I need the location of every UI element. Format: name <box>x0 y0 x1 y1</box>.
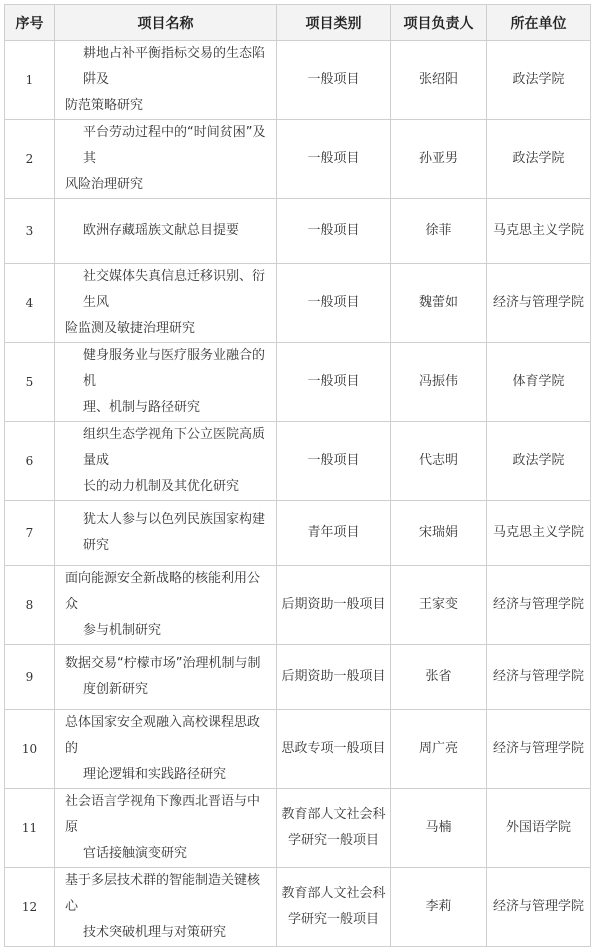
cell-seq: 3 <box>5 199 55 264</box>
cell-project-owner: 张绍阳 <box>391 41 487 120</box>
header-seq: 序号 <box>5 5 55 41</box>
cell-project-owner: 马楠 <box>391 789 487 868</box>
cell-project-name <box>55 199 277 264</box>
cell-project-owner: 魏蕾如 <box>391 264 487 343</box>
project-name-line: 健身服务业与医疗服务业融合的机 <box>83 348 266 389</box>
table-row <box>5 343 591 422</box>
cell-project-type: 一般项目 <box>277 41 391 120</box>
project-type-line: 教育部人文社会科 <box>281 807 386 822</box>
cell-seq: 4 <box>5 264 55 343</box>
cell-unit: 经济与管理学院 <box>487 868 591 947</box>
table-row <box>5 566 591 645</box>
project-type-line: 学研究一般项目 <box>287 912 379 927</box>
cell-project-name <box>55 789 277 868</box>
table-header-row <box>5 5 591 41</box>
table-row <box>5 868 591 947</box>
cell-project-owner: 代志明 <box>391 422 487 501</box>
cell-project-name <box>55 41 277 120</box>
table-row <box>5 199 591 264</box>
project-name-line: 社会语言学视角下豫西北晋语与中原 <box>65 794 261 835</box>
cell-project-owner: 徐菲 <box>391 199 487 264</box>
table-row <box>5 501 591 566</box>
table-row <box>5 645 591 710</box>
cell-project-owner: 孙亚男 <box>391 120 487 199</box>
cell-project-type: 一般项目 <box>277 120 391 199</box>
project-name-line: 风险治理研究 <box>65 177 144 192</box>
project-name-line: 长的动力机制及其优化研究 <box>83 479 240 494</box>
project-name-line: 理论逻辑和实践路径研究 <box>83 767 227 782</box>
cell-unit: 马克思主义学院 <box>487 199 591 264</box>
cell-unit: 经济与管理学院 <box>487 264 591 343</box>
cell-project-type: 后期资助一般项目 <box>277 566 391 645</box>
project-name-line: 基于多层技术群的智能制造关键核心 <box>65 873 261 914</box>
header-project-owner: 项目负责人 <box>391 5 487 41</box>
project-name-line: 参与机制研究 <box>83 623 162 638</box>
cell-project-owner: 张省 <box>391 645 487 710</box>
cell-project-type: 一般项目 <box>277 199 391 264</box>
project-name-line: 度创新研究 <box>83 682 149 697</box>
project-name-line: 理、机制与路径研究 <box>83 400 201 415</box>
header-project-name: 项目名称 <box>55 5 277 41</box>
cell-project-owner: 周广亮 <box>391 710 487 789</box>
project-name-line: 防范策略研究 <box>65 98 144 113</box>
cell-project-name <box>55 501 277 566</box>
table-row <box>5 120 591 199</box>
cell-seq: 9 <box>5 645 55 710</box>
cell-seq: 10 <box>5 710 55 789</box>
table-row <box>5 789 591 868</box>
cell-project-name <box>55 566 277 645</box>
cell-project-owner: 李莉 <box>391 868 487 947</box>
project-name-line: 社交媒体失真信息迁移识别、衍生风 <box>83 269 266 310</box>
project-name-line: 欧洲存藏瑶族文献总目提要 <box>83 223 240 238</box>
cell-seq: 5 <box>5 343 55 422</box>
cell-project-name <box>55 422 277 501</box>
cell-project-type: 后期资助一般项目 <box>277 645 391 710</box>
cell-seq: 6 <box>5 422 55 501</box>
project-name-line: 技术突破机理与对策研究 <box>83 925 227 940</box>
cell-seq: 12 <box>5 868 55 947</box>
cell-seq: 7 <box>5 501 55 566</box>
project-name-line: 面向能源安全新战略的核能利用公众 <box>65 571 261 612</box>
cell-seq: 1 <box>5 41 55 120</box>
project-name-line: 官话接触演变研究 <box>83 846 188 861</box>
project-name-line: 犹太人参与以色列民族国家构建研究 <box>83 512 266 553</box>
cell-unit: 体育学院 <box>487 343 591 422</box>
cell-project-type: 一般项目 <box>277 422 391 501</box>
table-row <box>5 264 591 343</box>
cell-unit: 政法学院 <box>487 41 591 120</box>
table-row <box>5 41 591 120</box>
cell-project-type <box>277 789 391 868</box>
cell-seq: 8 <box>5 566 55 645</box>
project-name-line: 平台劳动过程中的“时间贫困”及其 <box>83 125 266 166</box>
cell-unit: 经济与管理学院 <box>487 710 591 789</box>
cell-project-type <box>277 868 391 947</box>
project-name-line: 险监测及敏捷治理研究 <box>65 321 196 336</box>
table-row <box>5 422 591 501</box>
cell-project-name <box>55 710 277 789</box>
cell-seq: 11 <box>5 789 55 868</box>
project-type-line: 学研究一般项目 <box>287 833 379 848</box>
project-name-line: 组织生态学视角下公立医院高质量成 <box>83 427 266 468</box>
cell-unit: 外国语学院 <box>487 789 591 868</box>
cell-project-name <box>55 645 277 710</box>
table-row <box>5 710 591 789</box>
cell-project-name <box>55 120 277 199</box>
header-project-type: 项目类别 <box>277 5 391 41</box>
cell-project-type: 一般项目 <box>277 343 391 422</box>
cell-unit: 政法学院 <box>487 422 591 501</box>
cell-project-type: 一般项目 <box>277 264 391 343</box>
project-name-line: 耕地占补平衡指标交易的生态陷阱及 <box>83 46 266 87</box>
cell-project-name <box>55 868 277 947</box>
header-unit: 所在单位 <box>487 5 591 41</box>
project-name-line: 数据交易“柠檬市场”治理机制与制 <box>65 656 261 671</box>
cell-unit: 经济与管理学院 <box>487 645 591 710</box>
cell-project-name <box>55 343 277 422</box>
cell-seq: 2 <box>5 120 55 199</box>
cell-unit: 马克思主义学院 <box>487 501 591 566</box>
project-type-line: 教育部人文社会科 <box>281 886 386 901</box>
cell-unit: 政法学院 <box>487 120 591 199</box>
project-table <box>4 4 591 947</box>
cell-project-name <box>55 264 277 343</box>
project-name-line: 总体国家安全观融入高校课程思政的 <box>65 715 261 756</box>
cell-project-owner: 宋瑞娟 <box>391 501 487 566</box>
cell-project-owner: 冯振伟 <box>391 343 487 422</box>
cell-project-type: 青年项目 <box>277 501 391 566</box>
cell-unit: 经济与管理学院 <box>487 566 591 645</box>
cell-project-type: 思政专项一般项目 <box>277 710 391 789</box>
cell-project-owner: 王家变 <box>391 566 487 645</box>
